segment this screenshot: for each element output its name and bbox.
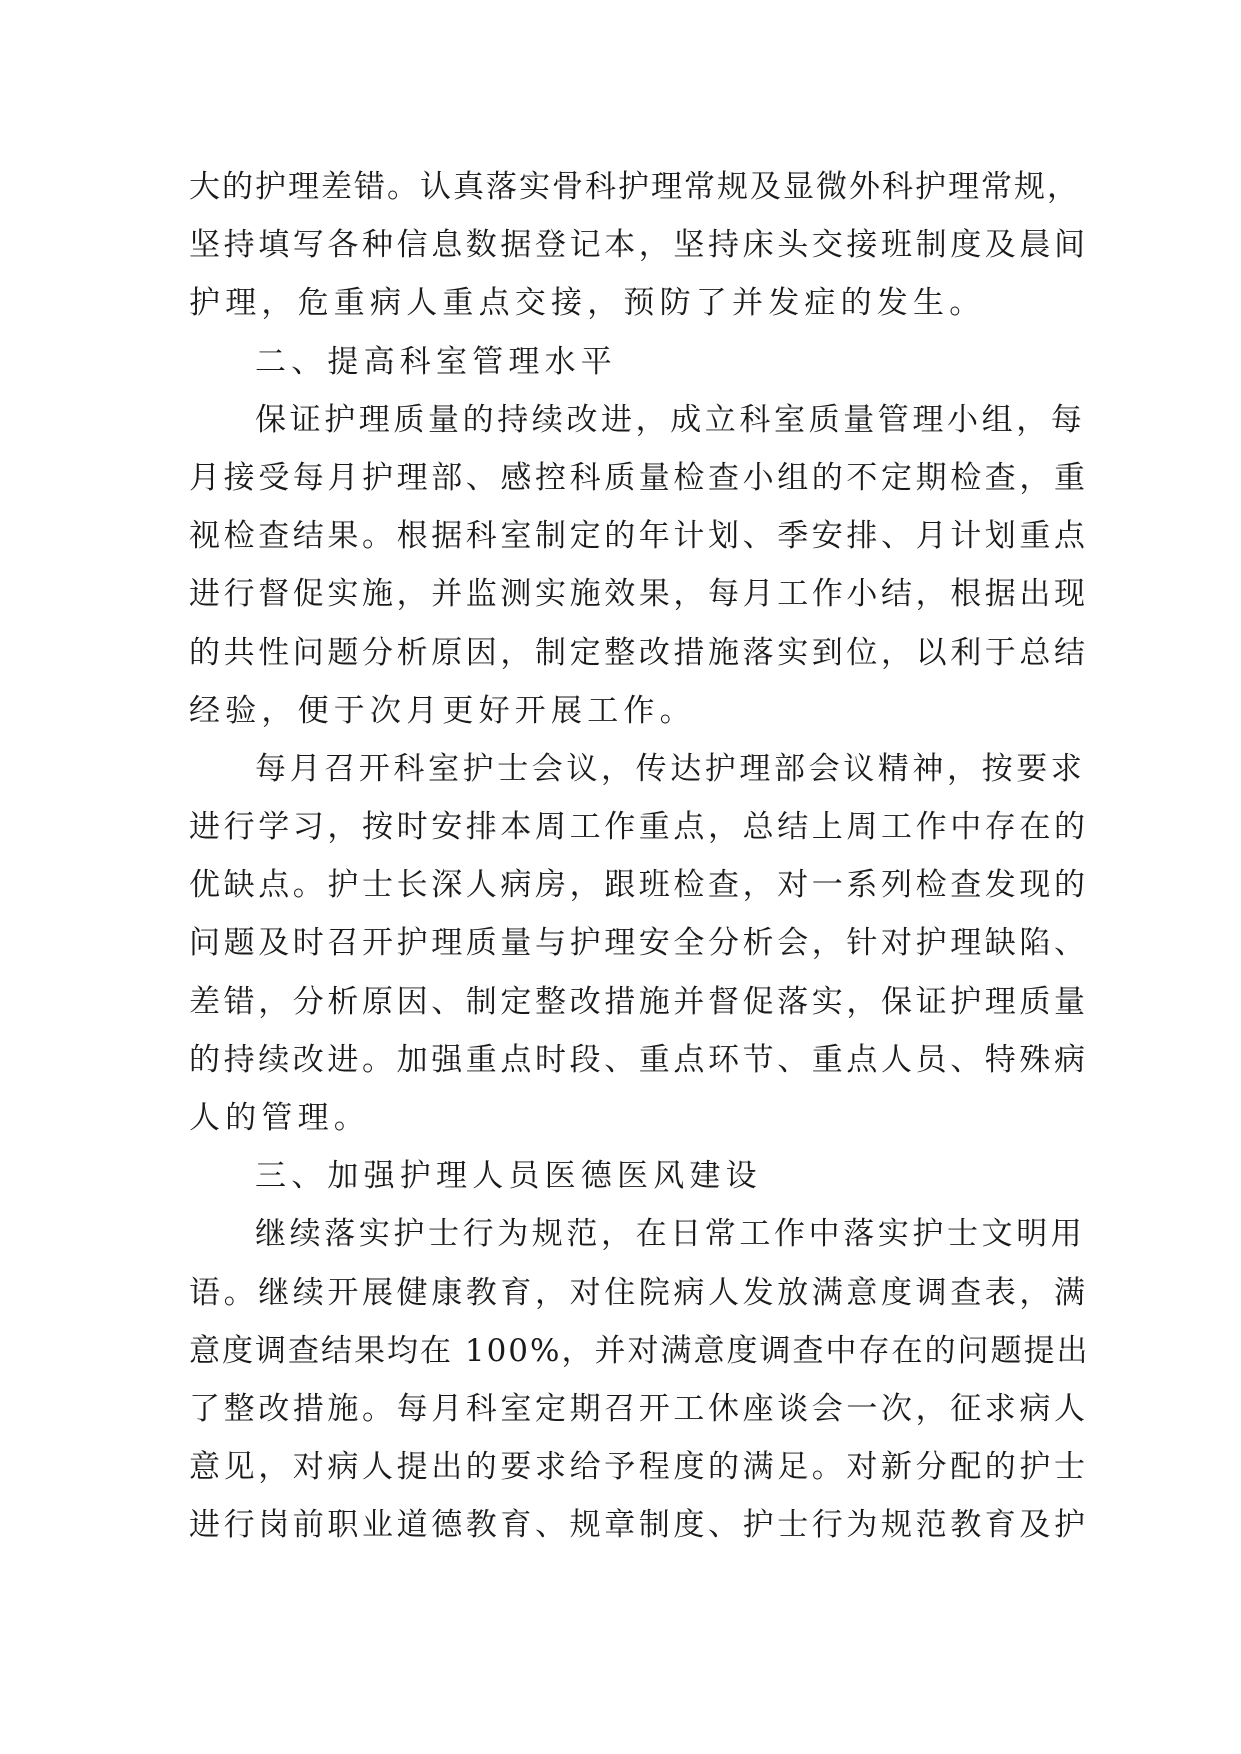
text-line: 经验，便于次月更好开展工作。 — [189, 692, 696, 729]
text-line: 差错，分析原因、制定整改措施并督促落实，保证护理质量 — [189, 983, 1089, 1020]
section-heading: 三、加强护理人员医德医风建设 — [255, 1158, 762, 1195]
text-line: 的持续改进。加强重点时段、重点环节、重点人员、特殊病 — [189, 1041, 1089, 1078]
text-line: 优缺点。护士长深人病房，跟班检查，对一系列检查发现的 — [189, 867, 1089, 904]
paragraph-first-line: 继续落实护士行为规范，在日常工作中落实护士文明用 — [255, 1216, 1086, 1253]
paragraph-first-line: 保证护理质量的持续改进，成立科室质量管理小组，每 — [255, 401, 1086, 438]
text-line: 进行督促实施，并监测实施效果，每月工作小结，根据出现 — [189, 576, 1089, 613]
text-line: 语。继续开展健康教育，对住院病人发放满意度调查表，满 — [189, 1274, 1089, 1311]
section-heading: 二、提高科室管理水平 — [255, 343, 617, 380]
text-line: 了整改措施。每月科室定期召开工休座谈会一次，征求病人 — [189, 1390, 1089, 1427]
text-line: 进行学习，按时安排本周工作重点，总结上周工作中存在的 — [189, 809, 1089, 846]
text-line: 意见，对病人提出的要求给予程度的满足。对新分配的护士 — [189, 1449, 1089, 1486]
text-line: 视检查结果。根据科室制定的年计划、季安排、月计划重点 — [189, 518, 1089, 555]
document-body — [189, 158, 1089, 1555]
text-line: 大的护理差错。认真落实骨科护理常规及显微外科护理常规， — [189, 169, 1080, 205]
text-line: 意度调查结果均在 100%，并对满意度调查中存在的问题提出 — [189, 1332, 1090, 1369]
paragraph-first-line: 每月召开科室护士会议，传达护理部会议精神，按要求 — [255, 750, 1086, 787]
text-line: 护理，危重病人重点交接，预防了并发症的发生。 — [189, 285, 986, 322]
text-line: 进行岗前职业道德教育、规章制度、护士行为规范教育及护 — [189, 1507, 1089, 1544]
text-line: 人的管理。 — [189, 1100, 370, 1136]
text-line: 月接受每月护理部、感控科质量检查小组的不定期检查，重 — [189, 459, 1089, 496]
text-line: 的共性问题分析原因，制定整改措施落实到位，以利于总结 — [189, 634, 1089, 671]
text-line: 问题及时召开护理质量与护理安全分析会，针对护理缺陷、 — [189, 925, 1089, 962]
text-line: 坚持填写各种信息数据登记本，坚持床头交接班制度及晨间 — [189, 227, 1089, 264]
